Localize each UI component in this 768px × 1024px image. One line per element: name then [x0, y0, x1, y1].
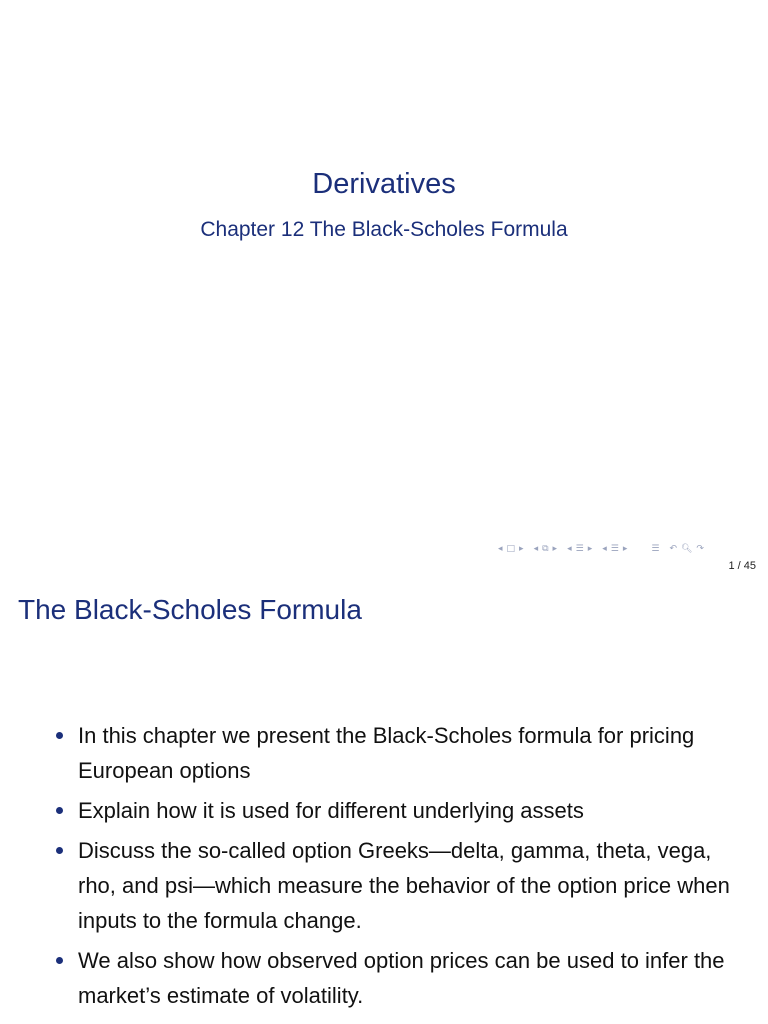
- list-item: [52, 793, 742, 828]
- nav-section-icon[interactable]: ⧉: [542, 544, 549, 554]
- frame-title: The Black-Scholes Formula: [18, 594, 362, 625]
- bullet-icon: [56, 807, 63, 814]
- bullet-icon: [56, 847, 63, 854]
- nav-prev-slide-icon[interactable]: ◂: [498, 544, 503, 554]
- bullet-text: We also show how observed option prices can be used to infer the market’s estimate of volatility.: [78, 948, 725, 1008]
- bullet-text: Discuss the so-called option Greeks—delta, gamma, theta, vega, rho, and psi—which measure the behavior of the option price when inputs to the formula change.: [78, 838, 730, 933]
- bullet-list: [52, 718, 742, 1018]
- page-number: 1 / 45: [728, 560, 756, 572]
- nav-prev-subsubsection-icon[interactable]: ◂: [602, 544, 607, 554]
- nav-undo-icon[interactable]: ↶: [669, 544, 677, 554]
- nav-next-slide-icon[interactable]: ▸: [519, 544, 524, 554]
- content-slide: [0, 576, 768, 1024]
- nav-next-section-icon[interactable]: ▸: [552, 544, 558, 554]
- bullet-icon: [56, 957, 63, 964]
- nav-next-subsection-icon[interactable]: ▸: [587, 544, 593, 554]
- list-item: [52, 833, 742, 938]
- bullet-text: Explain how it is used for different underlying assets: [78, 798, 584, 823]
- nav-redo-icon[interactable]: ↷: [696, 544, 704, 554]
- nav-prev-subsection-icon[interactable]: ◂: [567, 544, 572, 554]
- bullet-text: In this chapter we present the Black-Scholes formula for pricing European options: [78, 723, 695, 783]
- nav-subsubsection-icon[interactable]: ☰: [610, 544, 619, 554]
- list-item: [52, 943, 742, 1013]
- nav-prev-section-icon[interactable]: ◂: [533, 544, 539, 554]
- nav-search-icon[interactable]: 🔍︎: [680, 544, 693, 554]
- bullet-icon: [56, 732, 63, 739]
- nav-frame-icon[interactable]: □: [506, 544, 516, 554]
- nav-next-subsubsection-icon[interactable]: ▸: [622, 544, 628, 554]
- nav-subsection-icon[interactable]: ☰: [575, 544, 584, 554]
- presentation-subtitle: Chapter 12 The Black-Scholes Formula: [200, 218, 568, 241]
- nav-outline-icon[interactable]: ☰: [651, 544, 660, 554]
- list-item: [52, 718, 742, 788]
- beamer-navigation-bar: [498, 542, 704, 556]
- presentation-title: Derivatives: [312, 168, 456, 200]
